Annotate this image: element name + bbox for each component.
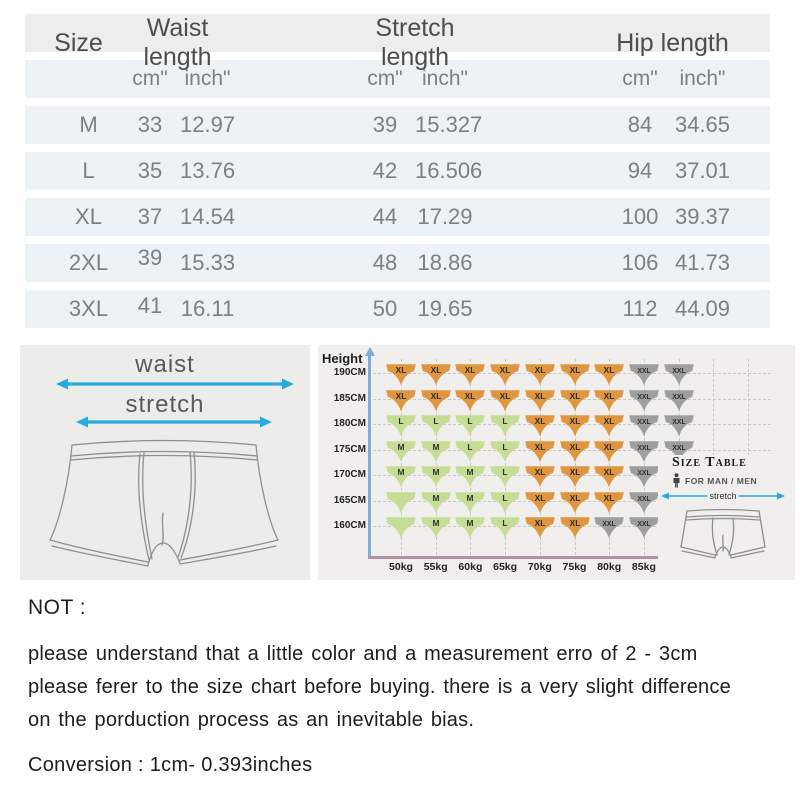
svg-text:L: L <box>502 416 508 426</box>
svg-text:XL: XL <box>569 467 580 477</box>
size-icon <box>663 363 695 387</box>
table-cell: 19.65 <box>417 296 473 321</box>
svg-text:XL: XL <box>603 441 615 452</box>
svg-text:XXL: XXL <box>637 521 651 528</box>
table-cell: 15.33 <box>180 250 236 275</box>
size-icon <box>663 414 695 438</box>
column-header-stretch: Stretch length <box>375 14 455 71</box>
svg-text:M: M <box>432 518 440 528</box>
size-icon <box>524 516 556 540</box>
svg-text:M: M <box>466 492 474 503</box>
size-icon <box>489 491 521 515</box>
svg-text:M: M <box>432 492 440 503</box>
size-icon <box>489 465 521 489</box>
size-icon <box>420 414 452 438</box>
size-icon <box>593 440 625 464</box>
svg-text:XXL: XXL <box>637 495 651 503</box>
svg-text:XXL: XXL <box>602 521 616 528</box>
size-row-M <box>25 106 770 144</box>
size-icon <box>628 516 660 540</box>
conversion-note: Conversion : 1cm- 0.393inches <box>28 754 313 776</box>
height-axis-label: Height <box>322 351 363 366</box>
size-icon <box>524 440 556 464</box>
svg-text:XL: XL <box>569 390 580 401</box>
table-cell: 100 <box>621 204 659 229</box>
size-icon <box>385 389 417 413</box>
table-cell: 37.01 <box>674 158 731 183</box>
size-icon <box>628 440 660 464</box>
table-cell: M <box>79 112 98 137</box>
size-icon <box>385 363 417 387</box>
svg-text:XL: XL <box>569 518 580 528</box>
svg-text:M: M <box>466 467 474 477</box>
table-cell: 94 <box>627 158 653 183</box>
svg-text:XL: XL <box>534 467 546 477</box>
svg-text:XL: XL <box>534 518 546 528</box>
svg-text:XL: XL <box>430 390 442 401</box>
height-tick-label: 160CM <box>333 520 366 531</box>
stretch-arrow-icon <box>76 415 272 429</box>
size-icon <box>420 465 452 489</box>
weight-tick-label: 70kg <box>527 561 552 573</box>
weight-tick-label: 75kg <box>562 561 587 573</box>
svg-text:M: M <box>432 441 440 452</box>
size-icon <box>628 465 660 489</box>
height-tick-label: 170CM <box>333 469 366 480</box>
svg-text:XL: XL <box>603 365 615 375</box>
note-line: please ferer to the size chart before buying. there is a very slight difference <box>28 676 731 698</box>
size-icon <box>420 516 452 540</box>
svg-text:XL: XL <box>603 492 615 503</box>
size-icon <box>628 363 660 387</box>
size-row-XL <box>25 198 770 236</box>
svg-text:XL: XL <box>569 492 580 503</box>
table-cell: 17.29 <box>417 204 473 229</box>
svg-text:XL: XL <box>569 365 580 375</box>
size-icon <box>420 389 452 413</box>
svg-text:XXL: XXL <box>637 444 651 452</box>
size-icon <box>489 440 521 464</box>
svg-text:L: L <box>433 416 439 426</box>
svg-text:XXL: XXL <box>671 368 686 375</box>
unit-cell-inch: inch" <box>422 67 468 90</box>
size-icon <box>454 440 486 464</box>
note-line: please understand that a little color and a measurement erro of 2 - 3cm <box>28 643 698 665</box>
size-icon <box>385 414 417 438</box>
svg-text:XL: XL <box>603 416 615 426</box>
size-row-3XL <box>25 290 770 328</box>
size-icon <box>524 414 556 438</box>
svg-text:L: L <box>502 518 508 528</box>
svg-text:M: M <box>466 518 474 528</box>
svg-text:XL: XL <box>395 365 407 375</box>
unit-cell-cm: cm" <box>132 67 168 90</box>
table-cell: 39 <box>137 245 163 270</box>
svg-text:XL: XL <box>465 390 476 401</box>
size-chart <box>318 345 795 580</box>
svg-text:XL: XL <box>603 390 615 401</box>
size-icon <box>420 440 452 464</box>
size-icon <box>524 389 556 413</box>
size-icon <box>489 363 521 387</box>
svg-text:L: L <box>502 492 508 503</box>
table-cell: 48 <box>372 250 398 275</box>
weight-tick-label: 55kg <box>423 561 448 573</box>
svg-text:XL: XL <box>395 390 407 401</box>
unit-cell-inch: inch" <box>184 67 231 90</box>
table-cell: 39 <box>372 112 398 137</box>
legend-title: Size Table <box>672 455 747 470</box>
svg-text:XXL: XXL <box>637 368 651 375</box>
svg-text:XXL: XXL <box>637 419 651 426</box>
svg-text:XL: XL <box>569 441 580 452</box>
table-cell: 50 <box>372 296 398 321</box>
y-axis-line <box>368 355 371 558</box>
svg-text:XL: XL <box>603 467 615 477</box>
svg-text:XL: XL <box>534 390 546 401</box>
height-tick-label: 185CM <box>333 392 366 404</box>
mini-boxer-icon <box>673 505 773 567</box>
table-cell: 16.11 <box>180 296 235 321</box>
size-icon <box>593 414 625 438</box>
size-icon <box>454 516 486 540</box>
weight-tick-label: 80kg <box>597 561 622 573</box>
table-cell: 84 <box>627 112 653 137</box>
size-row-L <box>25 152 770 190</box>
svg-text:XXL: XXL <box>671 419 686 426</box>
stretch-label: stretch <box>125 391 205 418</box>
table-cell: XL <box>75 204 102 229</box>
column-header-size: Size <box>54 28 103 57</box>
svg-text:XL: XL <box>534 365 546 375</box>
size-icon <box>593 491 625 515</box>
svg-text:XL: XL <box>569 416 580 426</box>
svg-text:L: L <box>502 441 508 452</box>
waist-arrow-icon <box>56 377 294 391</box>
size-icon <box>385 440 417 464</box>
table-cell: 18.86 <box>417 250 473 275</box>
table-cell: 106 <box>621 250 659 275</box>
size-icon <box>420 363 452 387</box>
svg-text:M: M <box>397 467 405 477</box>
size-icon <box>559 491 591 515</box>
svg-text:XXL: XXL <box>637 470 651 477</box>
table-cell: 41 <box>137 293 163 318</box>
size-icon <box>385 465 417 489</box>
size-icon <box>559 440 591 464</box>
size-icon <box>559 389 591 413</box>
table-cell: 44.09 <box>674 296 731 321</box>
note-title: NOT : <box>28 596 87 619</box>
size-row-2XL <box>25 244 770 282</box>
svg-text:L: L <box>467 441 473 452</box>
height-tick-label: 190CM <box>333 367 366 378</box>
size-icon <box>524 465 556 489</box>
table-cell: 16.506 <box>415 158 483 183</box>
table-cell: L <box>82 158 95 183</box>
size-icon <box>628 491 660 515</box>
notes <box>28 596 790 777</box>
svg-text:XL: XL <box>534 416 546 426</box>
unit-cell-inch: inch" <box>679 67 726 90</box>
waist-label: waist <box>135 351 195 378</box>
height-tick-label: 180CM <box>333 418 366 429</box>
table-cell: 42 <box>372 158 398 183</box>
size-icon <box>593 516 625 540</box>
svg-text:M: M <box>432 467 440 477</box>
unit-cell-cm: cm" <box>622 67 658 90</box>
svg-text:XXL: XXL <box>637 393 651 401</box>
height-tick-label: 175CM <box>333 443 366 455</box>
note-line: on the porduction process as an inevitable bias. <box>28 709 475 731</box>
size-icon <box>420 491 452 515</box>
boxer-diagram-icon <box>42 435 287 580</box>
legend-stretch-label: stretch <box>709 491 737 501</box>
svg-text:L: L <box>398 416 404 426</box>
size-icon <box>524 363 556 387</box>
table-cell: 44 <box>372 204 398 229</box>
chart-legend <box>658 455 788 577</box>
size-icon <box>454 465 486 489</box>
height-tick-label: 165CM <box>333 494 366 506</box>
y-axis-arrow-icon <box>365 347 375 356</box>
size-icon <box>454 414 486 438</box>
table-cell: 34.65 <box>674 112 731 137</box>
size-icon <box>663 389 695 413</box>
column-header-hip: Hip length <box>616 28 729 57</box>
size-icon <box>593 465 625 489</box>
weight-tick-label: 85kg <box>631 561 656 573</box>
size-icon <box>593 363 625 387</box>
table-cell: 39.37 <box>674 204 731 229</box>
table-cell: 33 <box>137 112 163 137</box>
size-icon <box>385 491 417 515</box>
size-icon <box>489 414 521 438</box>
weight-tick-label: 65kg <box>493 561 518 573</box>
man-icon <box>672 473 681 488</box>
table-cell: 14.54 <box>180 204 236 229</box>
table-cell: 3XL <box>68 296 109 321</box>
table-cell: 41.73 <box>674 250 731 275</box>
size-icon <box>454 491 486 515</box>
legend-subtitle: FOR MAN / MEN <box>685 475 758 486</box>
svg-text:M: M <box>397 441 405 452</box>
size-icon <box>628 389 660 413</box>
size-icon <box>628 414 660 438</box>
table-cell: 13.76 <box>180 158 236 183</box>
svg-text:XL: XL <box>499 390 511 401</box>
svg-text:XXL: XXL <box>671 393 686 401</box>
table-cell: 37 <box>137 204 163 229</box>
svg-text:XXL: XXL <box>671 444 686 452</box>
svg-text:XL: XL <box>430 365 442 375</box>
table-cell: 2XL <box>68 250 109 275</box>
svg-text:XL: XL <box>465 365 476 375</box>
size-icon <box>489 516 521 540</box>
size-icon <box>559 414 591 438</box>
table-cell: 15.327 <box>415 112 483 137</box>
size-icon <box>524 491 556 515</box>
svg-text:XL: XL <box>534 492 546 503</box>
size-icon <box>454 363 486 387</box>
svg-text:L: L <box>467 416 473 426</box>
svg-text:XL: XL <box>499 365 511 375</box>
table-header-row <box>25 14 770 71</box>
weight-tick-label: 60kg <box>458 561 483 573</box>
measure-diagram <box>20 345 310 580</box>
size-icon <box>559 363 591 387</box>
size-icon <box>559 465 591 489</box>
size-icon <box>559 516 591 540</box>
svg-text:XL: XL <box>534 441 546 452</box>
table-cell: 112 <box>622 296 658 321</box>
size-icon <box>385 516 417 540</box>
size-icon <box>454 389 486 413</box>
size-icon <box>489 389 521 413</box>
weight-tick-label: 50kg <box>389 561 413 573</box>
size-table <box>25 14 770 336</box>
unit-cell-cm: cm" <box>367 67 403 90</box>
table-cell: 35 <box>137 158 163 183</box>
size-icon <box>593 389 625 413</box>
svg-text:L: L <box>502 467 508 477</box>
table-cell: 12.97 <box>180 112 236 137</box>
column-header-waist: Waist length <box>143 14 212 71</box>
